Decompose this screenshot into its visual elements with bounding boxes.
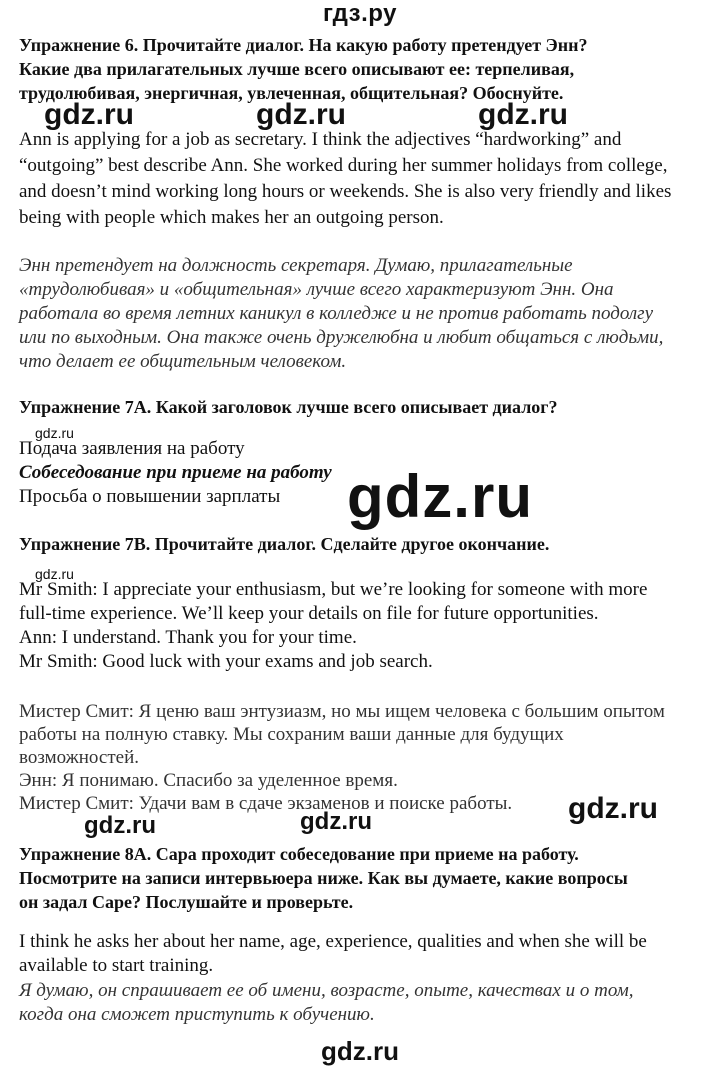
dialogue-translation-line: возможностей. [19,747,139,768]
watermark: gdz.ru [321,1036,399,1066]
exercise-7b-dialogue [19,578,647,674]
translation-line: или по выходным. Она также очень дружелюбна и любит общаться с людьми, [19,327,664,348]
exercise-6-title [19,33,588,105]
exercise-8a-translation [19,979,633,1027]
dialogue-line: Mr Smith: Good luck with your exams and job search. [19,651,433,672]
watermark-large: gdz.ru [347,463,533,530]
dialogue-translation-line: Мистер Смит: Я ценю ваш энтузиазм, но мы ищем человека с большим опытом [19,701,665,722]
watermark: gdz.ru [256,98,346,131]
answer-line: I think he asks her about her name, age, experience, qualities and when she will be [19,931,647,952]
answer-line: and doesn’t mind working long hours or weekends. She is also very friendly and likes [19,181,672,202]
exercise-7a-title: Упражнение 7A. Какой заголовок лучше всего описывает диалог? [19,397,558,417]
translation-line: что делает ее общительным человеком. [19,351,347,372]
exercise-6-answer [19,127,671,231]
watermark: gdz.ru [44,98,134,131]
watermark: gdz.ru [568,792,658,825]
translation-line: «трудолюбивая» и «общительная» лучше всего характеризуют Энн. Она [19,279,614,300]
title-option: Просьба о повышении зарплаты [19,486,281,507]
translation-line: работала во время летних каникул в колледже и не против работать подолгу [19,303,654,324]
watermark: gdz.ru [478,98,568,131]
answer-line: being with people which makes her an outgoing person. [19,207,444,228]
exercise-8a-title-line: Упражнение 8A. Сара проходит собеседование при приеме на работу. [19,844,579,864]
dialogue-translation-line: работы на полную ставку. Мы сохраним ваши данные для будущих [19,724,564,745]
exercise-8a-title-line: Посмотрите на записи интервьюера ниже. Как вы думаете, какие вопросы [19,868,628,888]
exercise-8a-answer [19,930,647,978]
site-header: гдз.ру [323,0,397,27]
dialogue-translation-line: Энн: Я понимаю. Спасибо за уделенное время. [19,770,398,791]
translation-line: Я думаю, он спрашивает ее об имени, возрасте, опыте, качествах и о том, [19,980,634,1001]
watermark: gdz.ru [35,566,74,582]
exercise-7b-title: Упражнение 7B. Прочитайте диалог. Сделайте другое окончание. [19,534,550,554]
exercise-8a-title [19,842,628,914]
dialogue-line: full-time experience. We’ll keep your details on file for future opportunities. [19,603,599,624]
dialogue-line: Mr Smith: I appreciate your enthusiasm, but we’re looking for someone with more [19,579,648,600]
title-option-selected: Собеседование при приеме на работу [19,462,332,483]
watermark: gdz.ru [35,425,74,441]
answer-line: “outgoing” best describe Ann. She worked during her summer holidays from college, [19,155,668,176]
answer-line: Ann is applying for a job as secretary. I think the adjectives “hardworking” and [19,129,622,150]
answer-line: available to start training. [19,955,214,976]
dialogue-translation-line: Мистер Смит: Удачи вам в сдаче экзаменов и поиске работы. [19,793,513,814]
exercise-6-title-line: Какие два прилагательных лучше всего описывают ее: терпеливая, [19,59,575,79]
exercise-6-translation [19,254,663,374]
watermark: gdz.ru [84,812,156,839]
exercise-7a-options [19,437,332,509]
watermark: gdz.ru [300,808,372,835]
translation-line: когда она сможет приступить к обучению. [19,1004,375,1025]
translation-line: Энн претендует на должность секретаря. Думаю, прилагательные [19,255,573,276]
exercise-6-title-line: Упражнение 6. Прочитайте диалог. На какую работу претендует Энн? [19,35,588,55]
exercise-6-title-line: трудолюбивая, энергичная, увлеченная, общительная? Обоснуйте. [19,83,564,103]
exercise-8a-title-line: он задал Саре? Послушайте и проверьте. [19,892,354,912]
title-option: Подача заявления на работу [19,438,245,459]
dialogue-line: Ann: I understand. Thank you for your time. [19,627,357,648]
